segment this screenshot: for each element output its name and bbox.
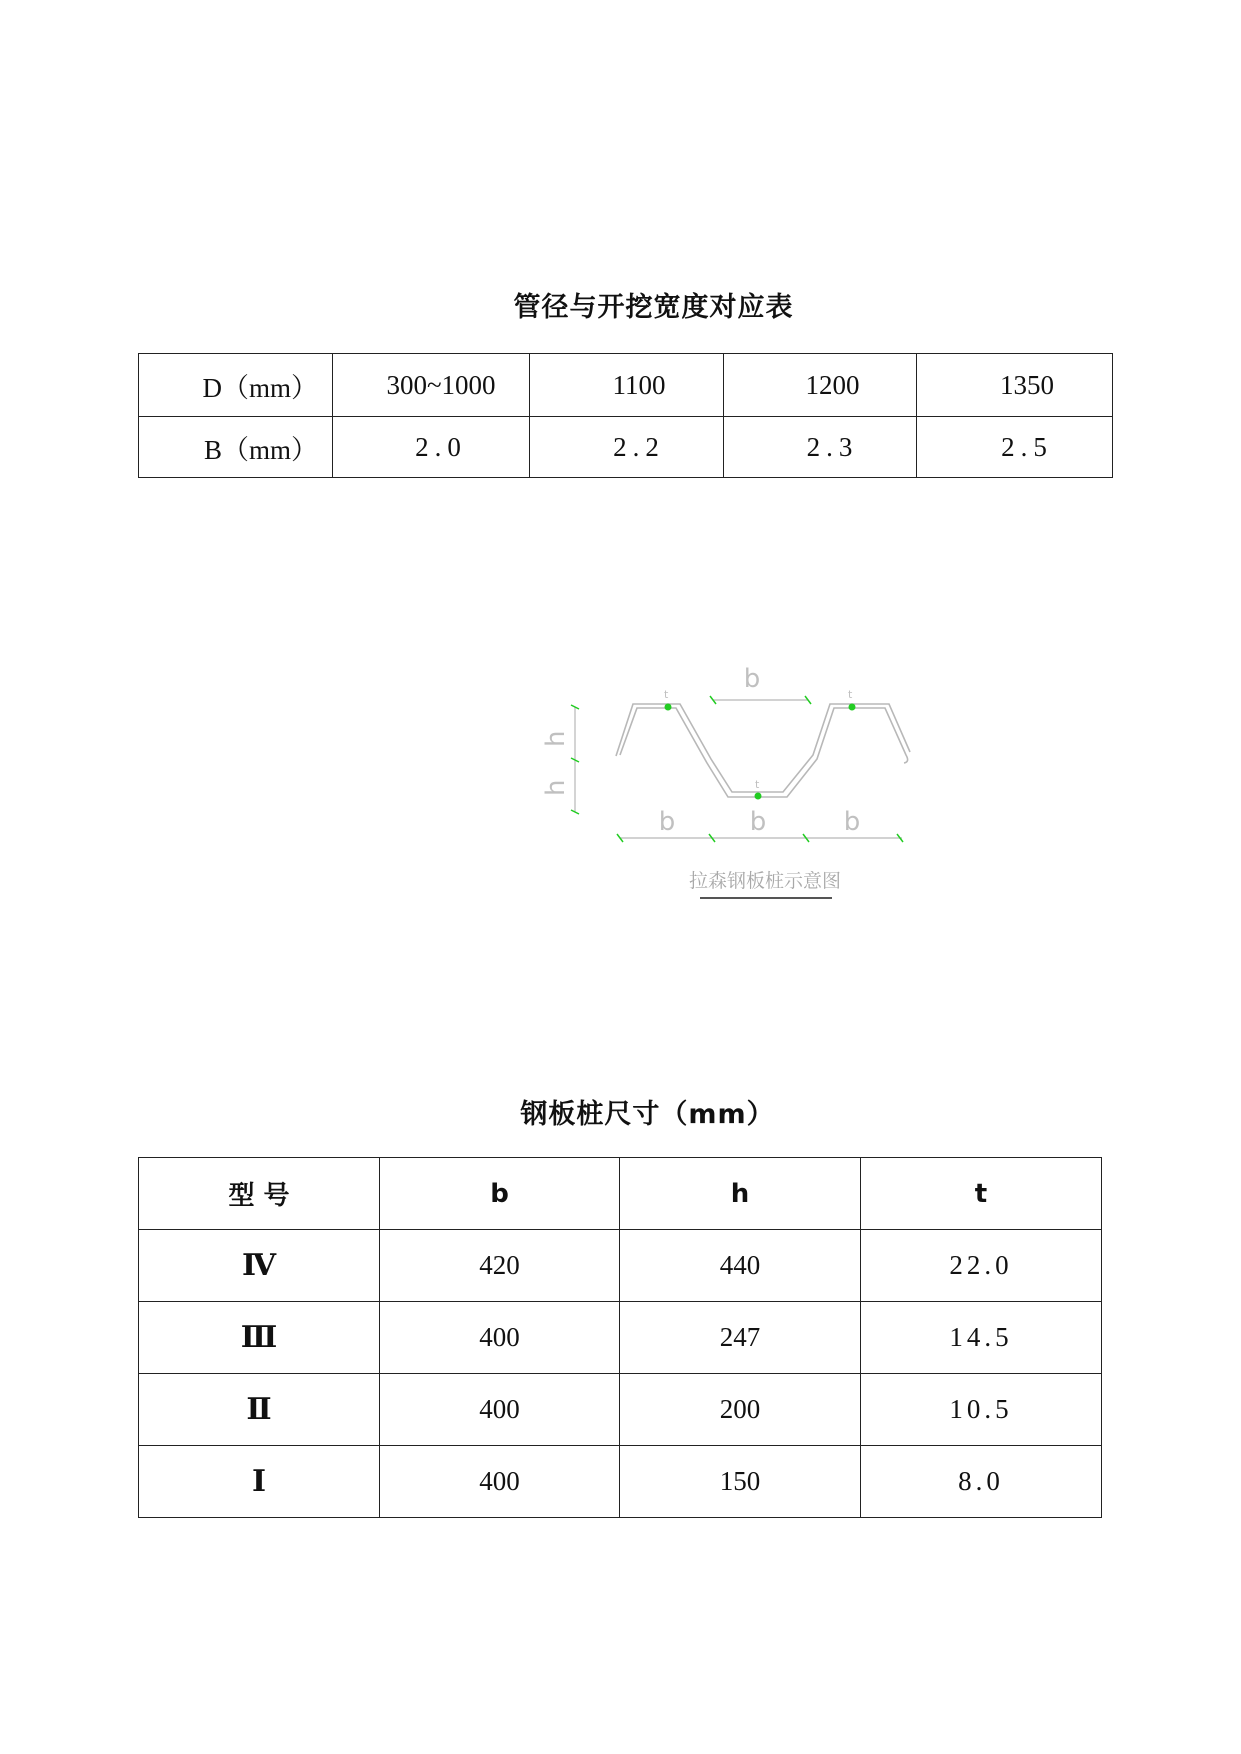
table-cell: 2.5 (917, 417, 1113, 478)
table-cell: 300~1000 (333, 354, 530, 417)
type-cell: Ⅳ (139, 1230, 380, 1302)
table-cell: 2.0 (333, 417, 530, 478)
table-row (139, 1374, 1102, 1446)
label-b-2: b (749, 807, 767, 837)
table-row (139, 354, 1113, 417)
table-cell: 440 (620, 1230, 861, 1302)
label-b-3: b (843, 807, 861, 837)
label-b-top: b (743, 664, 761, 694)
table-cell: 22.0 (861, 1230, 1102, 1302)
diagram-caption: 拉森钢板桩示意图 (688, 870, 842, 892)
table-cell: 10.5 (861, 1374, 1102, 1446)
row-label-b: B（mm） (139, 417, 333, 478)
larssen-sheet-pile-diagram (540, 655, 920, 905)
table-row (139, 1302, 1102, 1374)
label-b-1: b (658, 807, 676, 837)
pile-profile (616, 704, 910, 797)
table1-title: 管径与开挖宽度对应表 (513, 292, 794, 323)
type-cell: Ⅱ (139, 1374, 380, 1446)
label-t-3: t (848, 688, 853, 701)
table-cell: 2.2 (530, 417, 724, 478)
type-cell: Ⅰ (139, 1446, 380, 1518)
table-cell: 400 (380, 1446, 620, 1518)
header-b: b (380, 1158, 620, 1230)
table-header-row (139, 1158, 1102, 1230)
label-h-1: h (541, 730, 571, 747)
header-t: t (861, 1158, 1102, 1230)
table2-title: 钢板桩尺寸（mm） (520, 1099, 775, 1130)
table-cell: 200 (620, 1374, 861, 1446)
table-cell: 1100 (530, 354, 724, 417)
table-cell: 400 (380, 1302, 620, 1374)
label-t-2: t (755, 778, 760, 791)
table-cell: 1350 (917, 354, 1113, 417)
weld-markers (665, 704, 856, 800)
table-cell: 400 (380, 1374, 620, 1446)
table-cell: 1200 (724, 354, 917, 417)
row-label-d: D（mm） (139, 354, 333, 417)
table-cell: 14.5 (861, 1302, 1102, 1374)
table-row (139, 1230, 1102, 1302)
label-t-1: t (664, 688, 669, 701)
label-h-2: h (541, 779, 571, 796)
table-row (139, 417, 1113, 478)
table-row (139, 1446, 1102, 1518)
table-cell: 420 (380, 1230, 620, 1302)
table-cell: 150 (620, 1446, 861, 1518)
table-cell: 247 (620, 1302, 861, 1374)
header-h: h (620, 1158, 861, 1230)
table-cell: 8.0 (861, 1446, 1102, 1518)
thickness-labels (664, 688, 853, 791)
type-cell: Ⅲ (139, 1302, 380, 1374)
table-cell: 2.3 (724, 417, 917, 478)
sheet-pile-size-table (138, 1157, 1102, 1518)
pipe-width-table (138, 353, 1113, 478)
header-type: 型 号 (139, 1158, 380, 1230)
